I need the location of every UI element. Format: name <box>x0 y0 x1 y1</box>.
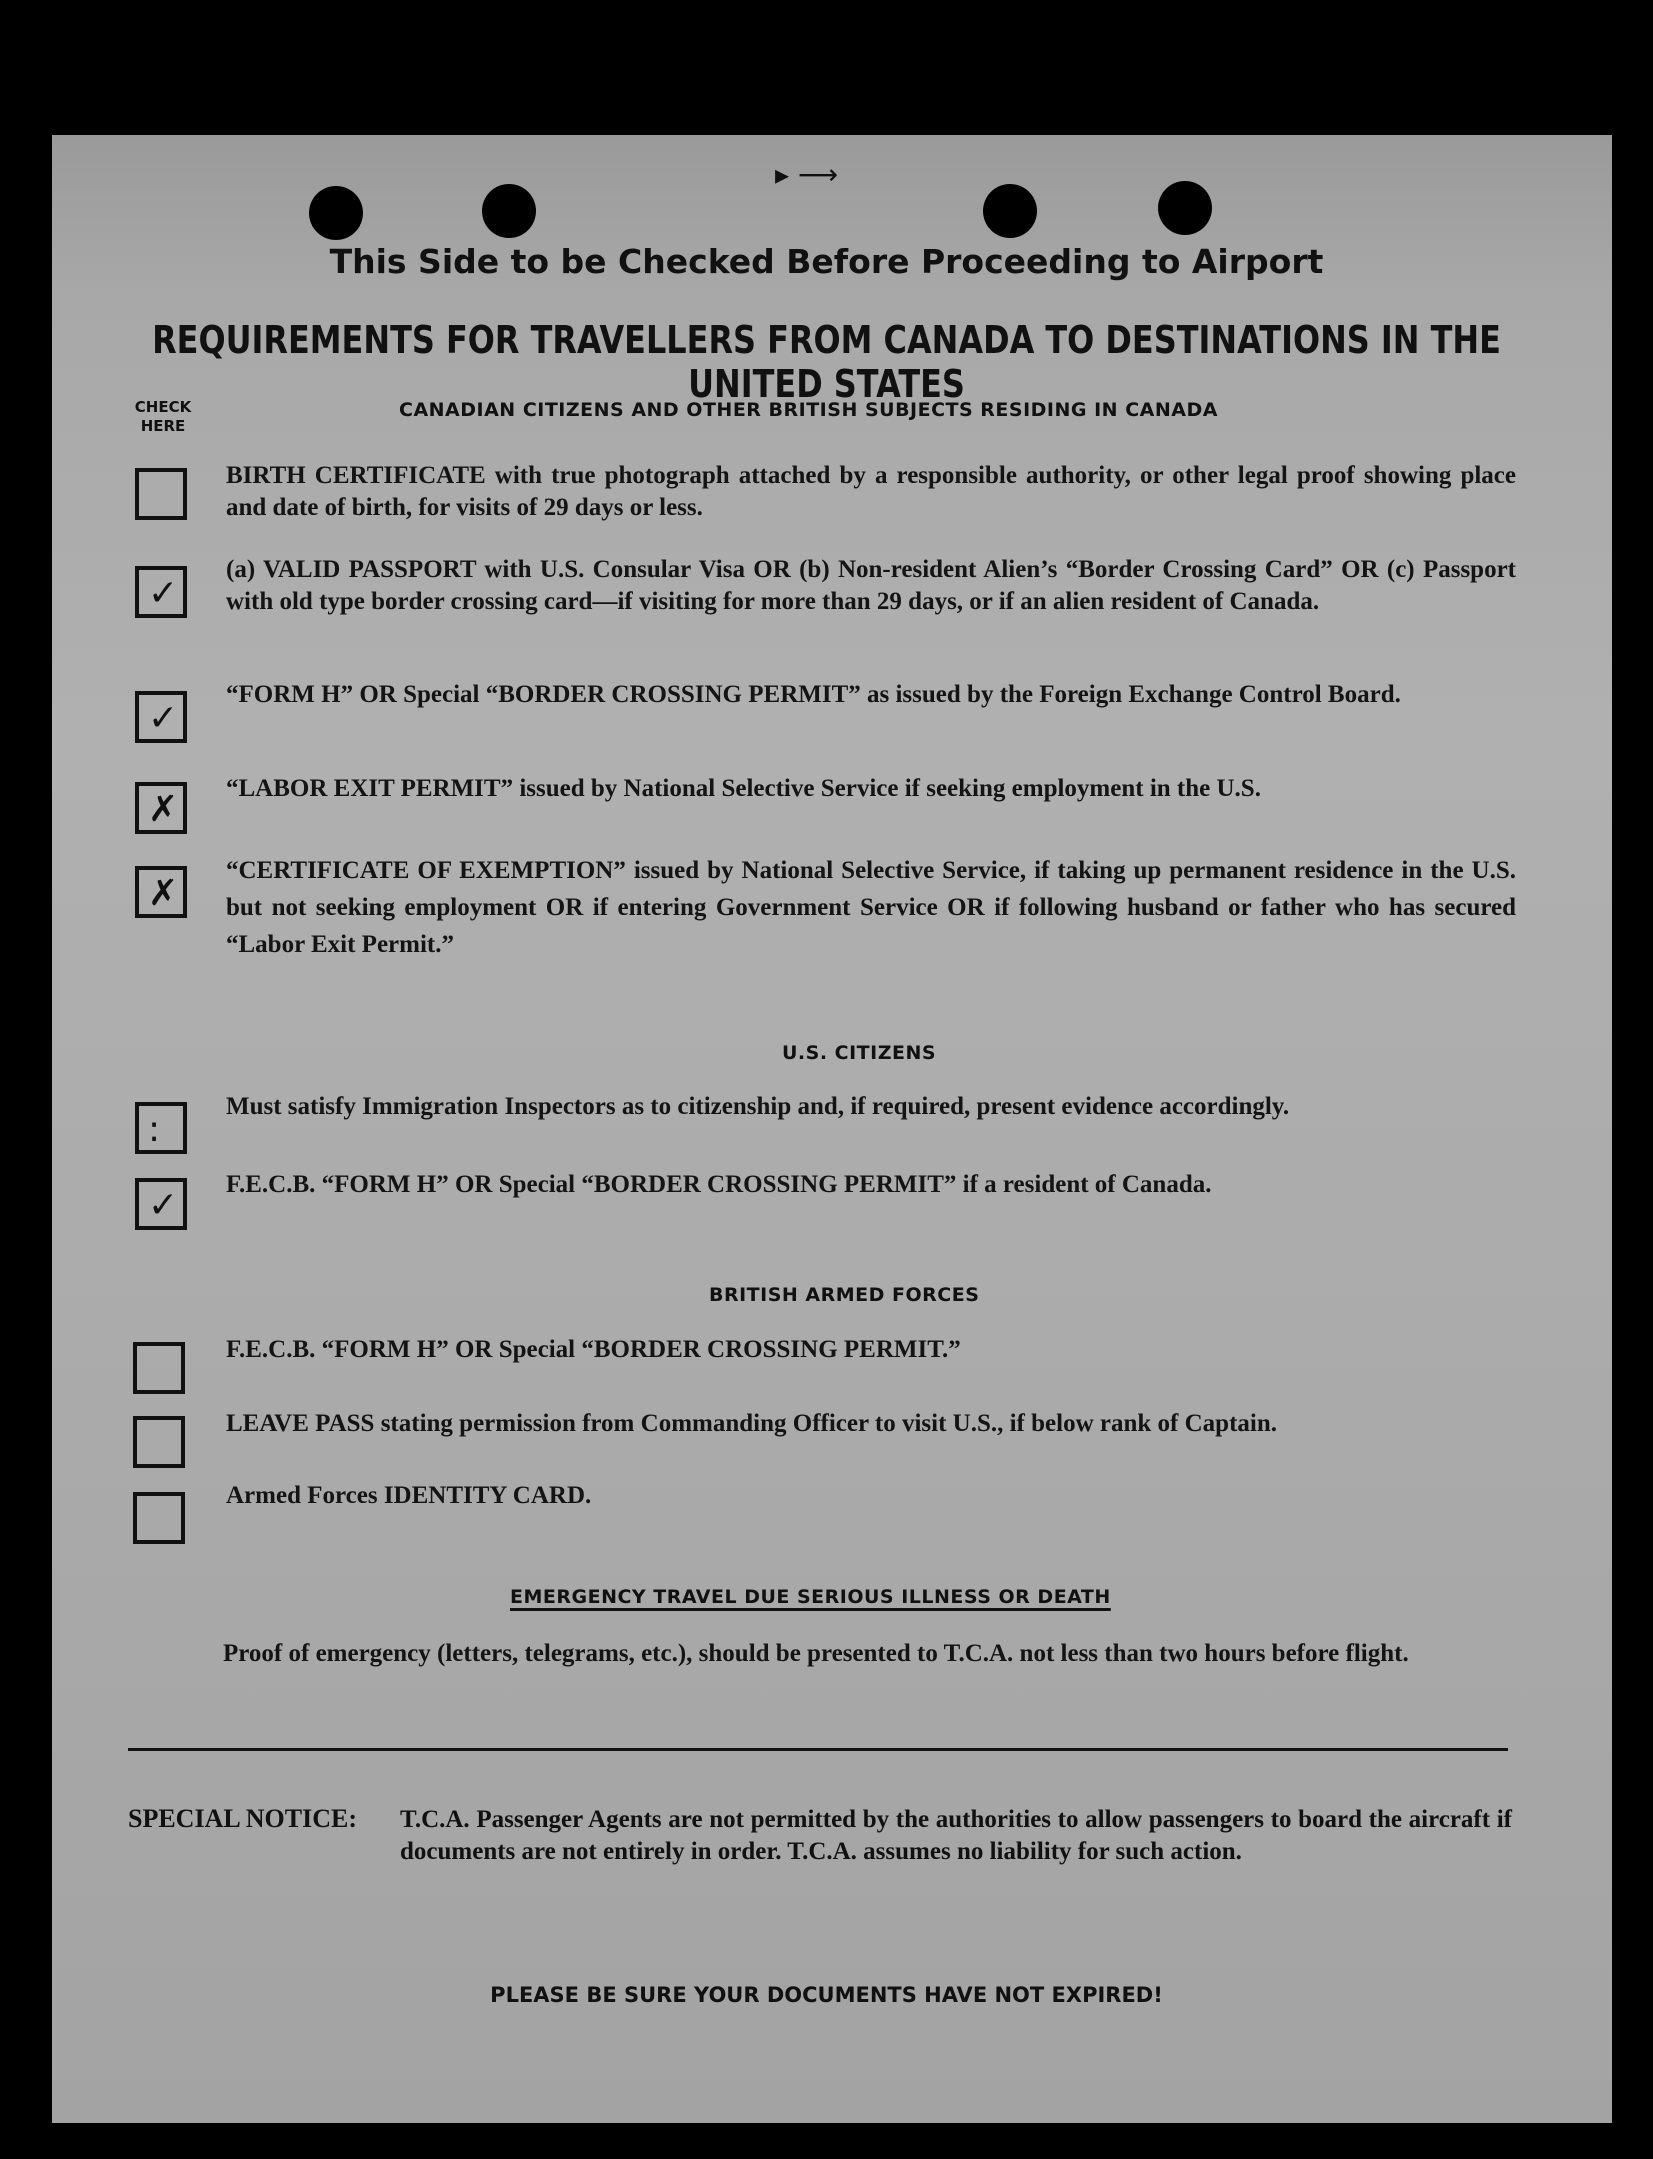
checkbox-form-h[interactable] <box>135 691 187 743</box>
footer-warning: PLEASE BE SURE YOUR DOCUMENTS HAVE NOT EXPIRED! <box>490 1983 1163 2007</box>
punch-hole <box>309 186 363 240</box>
special-notice-text: T.C.A. Passenger Agents are not permitted by the authorities to allow passengers to board the aircraft if documents are not entirely in order. T.C.A. assumes no liability for such action. <box>400 1806 1512 1865</box>
item-leave-pass: LEAVE PASS stating permission from Commanding Officer to visit U.S., if below rank of Captain. <box>226 1410 1277 1437</box>
item-bf-fecb: F.E.C.B. “FORM H” OR Special “BORDER CROSSING PERMIT.” <box>226 1336 961 1363</box>
section-heading-us: U.S. CITIZENS <box>782 1042 937 1064</box>
checkbox-birth-certificate[interactable] <box>135 468 187 520</box>
item-labor-exit: “LABOR EXIT PERMIT” issued by National Selective Service if seeking employment in the U.S. <box>226 775 1261 802</box>
page-title: REQUIREMENTS FOR TRAVELLERS FROM CANADA TO DESTINATIONS IN THE UNITED STATES <box>152 318 1501 406</box>
item-birth-certificate: BIRTH CERTIFICATE with true photograph attached by a responsible authority, or other legal proof showing place and date of birth, for visits of 29 days or less. <box>226 462 1516 521</box>
section-heading-british: BRITISH ARMED FORCES <box>709 1284 980 1306</box>
check-mark: ✓ <box>148 1185 179 1226</box>
instruction-heading: This Side to be Checked Before Proceeding to Airport <box>329 242 1324 281</box>
check-mark: : <box>148 1109 161 1150</box>
item-emergency: Proof of emergency (letters, telegrams, etc.), should be presented to T.C.A. not less than two hours before flight. <box>223 1640 1409 1667</box>
item-identity-card: Armed Forces IDENTITY CARD. <box>226 1482 592 1509</box>
item-us-immigration: Must satisfy Immigration Inspectors as to citizenship and, if required, present evidence accordingly. <box>226 1093 1290 1120</box>
section-heading-emergency: EMERGENCY TRAVEL DUE SERIOUS ILLNESS OR DEATH <box>510 1586 1111 1608</box>
checkbox-valid-passport[interactable] <box>135 566 187 618</box>
item-exemption: “CERTIFICATE OF EXEMPTION” issued by National Selective Service, if taking up permanent residence in the U.S. but not seeking employment OR if entering Government Service OR if following husband or father who has secured “Labor Exit Permit.” <box>226 857 1516 958</box>
check-here-label: CHECK HERE <box>134 398 192 435</box>
checkbox-us-immigration[interactable] <box>135 1102 187 1154</box>
check-mark: ✓ <box>148 573 179 614</box>
checkbox-bf-fecb[interactable] <box>133 1342 185 1394</box>
item-form-h: “FORM H” OR Special “BORDER CROSSING PERMIT” as issued by the Foreign Exchange Control Board. <box>226 681 1401 708</box>
arrow-mark-icon: ▸ ⟶ <box>775 158 839 191</box>
section-heading-canadian: CANADIAN CITIZENS AND OTHER BRITISH SUBJECTS RESIDING IN CANADA <box>399 399 1218 421</box>
item-valid-passport: (a) VALID PASSPORT with U.S. Consular Visa OR (b) Non-resident Alien’s “Border Crossing Card” OR (c) Passport with old type border crossing card—if visiting for more than 29 days, or if an alien resident of Canada. <box>226 556 1516 615</box>
divider <box>128 1748 1508 1751</box>
check-mark: ✗ <box>148 789 179 830</box>
checkbox-identity-card[interactable] <box>133 1492 185 1544</box>
check-mark: ✗ <box>148 873 179 914</box>
special-notice-label: SPECIAL NOTICE: <box>128 1804 357 1833</box>
punch-hole <box>1158 181 1212 235</box>
checkbox-labor-exit[interactable] <box>135 782 187 834</box>
check-mark: ✓ <box>148 698 179 739</box>
punch-hole <box>482 184 536 238</box>
checkbox-leave-pass[interactable] <box>133 1416 185 1468</box>
punch-hole <box>983 184 1037 238</box>
checkbox-exemption[interactable] <box>135 866 187 918</box>
checkbox-us-fecb[interactable] <box>135 1178 187 1230</box>
item-us-fecb: F.E.C.B. “FORM H” OR Special “BORDER CROSSING PERMIT” if a resident of Canada. <box>226 1171 1212 1198</box>
